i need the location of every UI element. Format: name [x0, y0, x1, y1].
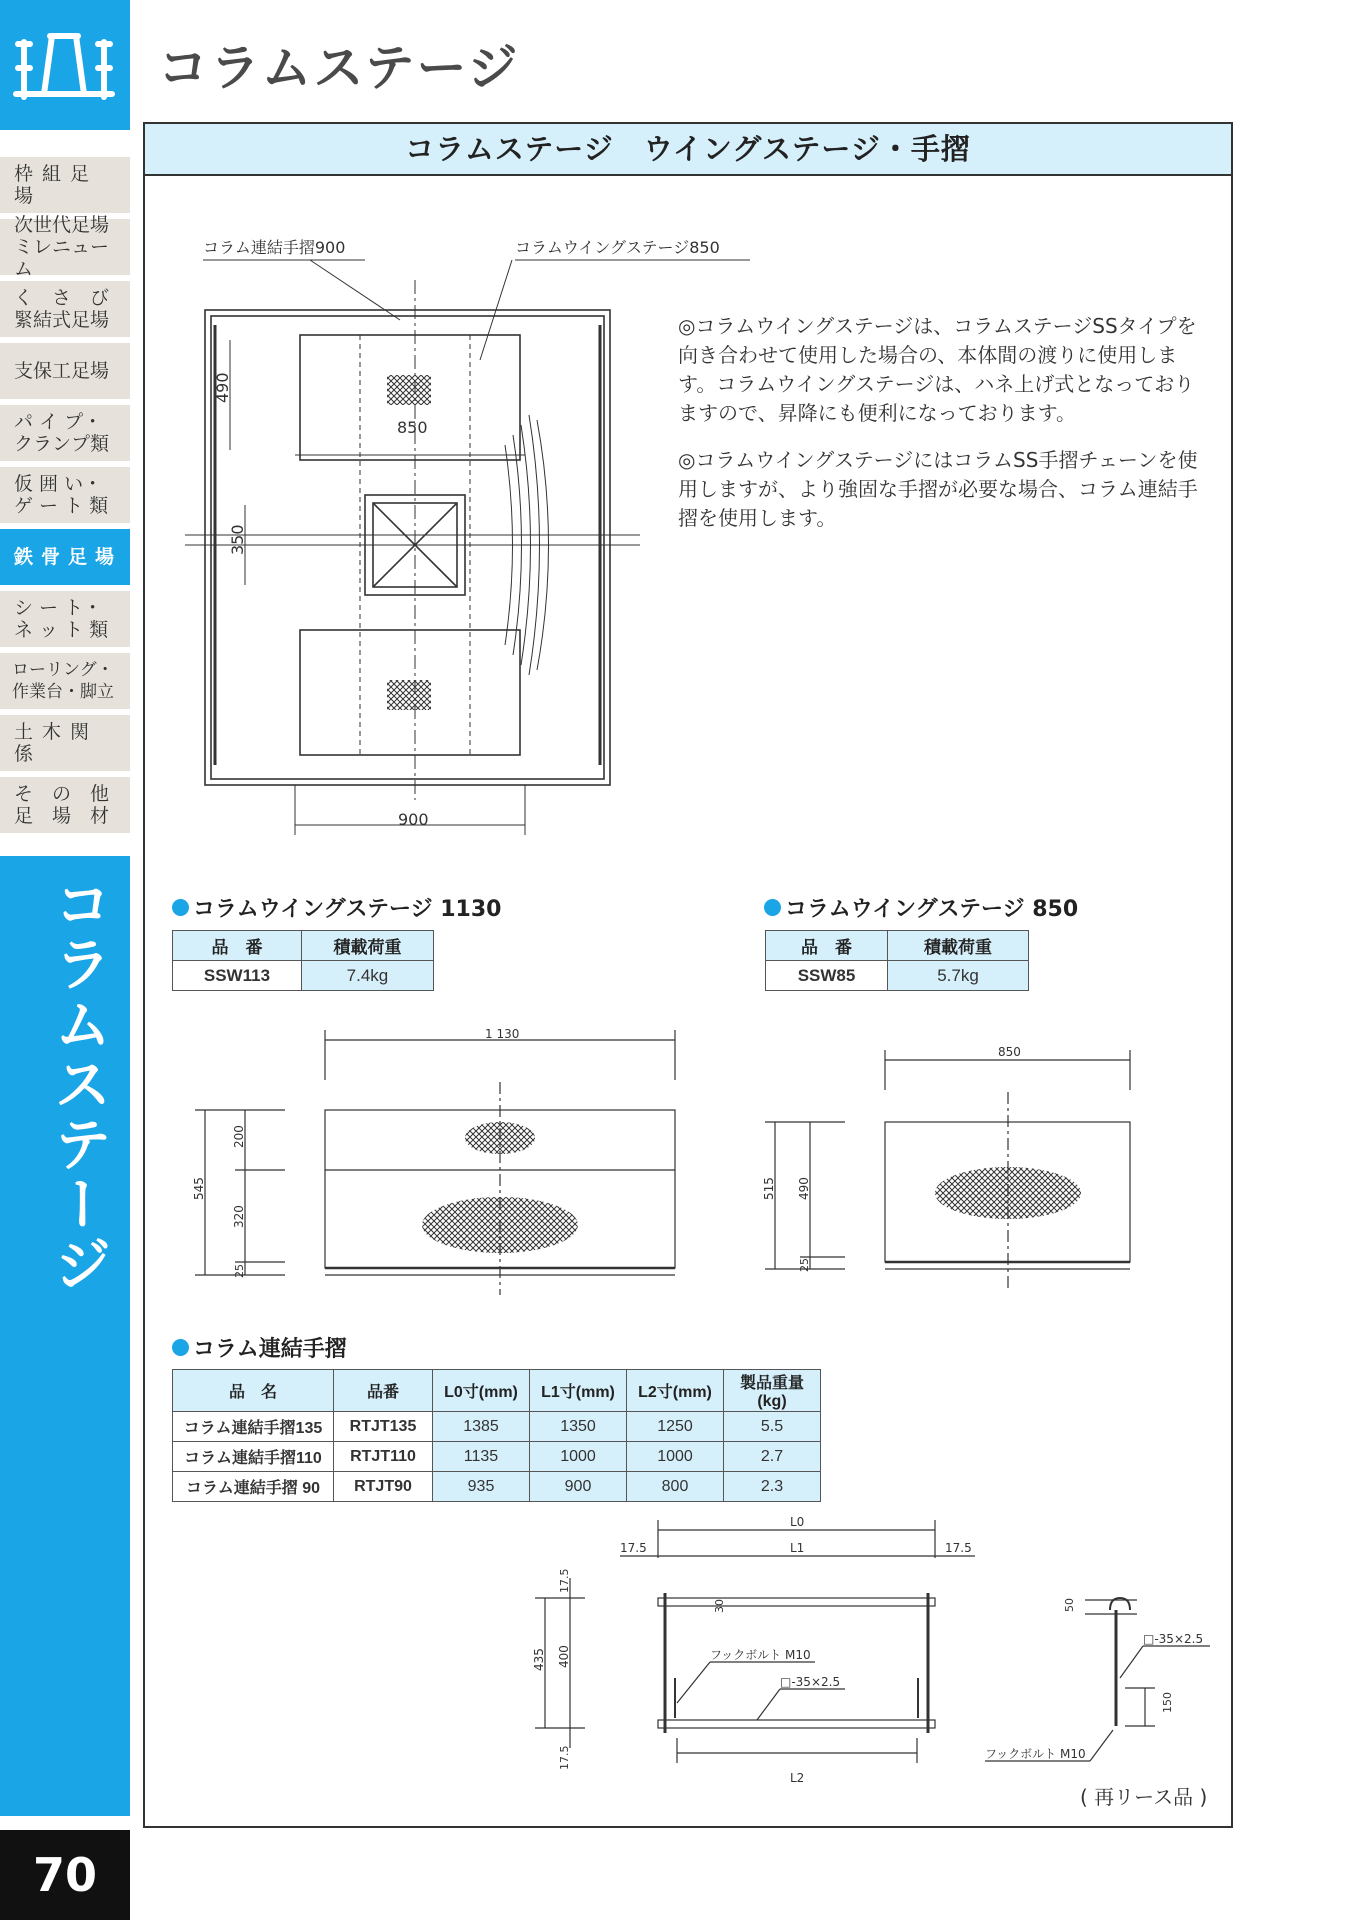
table-cell: SSW85: [766, 961, 888, 991]
sidebar-item-rolling-platform[interactable]: [0, 653, 130, 709]
table-cell: SSW113: [173, 961, 302, 991]
table-cell: 1135: [433, 1442, 530, 1472]
section-title-text: コラムウイングステージ 850: [785, 897, 1079, 922]
dim-175-right: 17.5: [945, 1541, 972, 1555]
label-hook-bolt-side: フックボルト M10: [985, 1747, 1086, 1761]
sidebar-item-steel-scaffold[interactable]: 鉄骨足場: [0, 529, 130, 585]
sidebar-item-millennium[interactable]: [0, 214, 130, 280]
table-cell: 7.4kg: [301, 961, 433, 991]
table-row: [173, 1412, 821, 1442]
sidebar-item-shoring[interactable]: 支保工足場: [0, 343, 130, 399]
dim-200: 200: [232, 1125, 246, 1148]
table-row: [173, 1472, 821, 1502]
section-title-handrail: [172, 1332, 347, 1363]
handrail-table: [172, 1369, 821, 1502]
table-header: 品 番: [766, 931, 888, 961]
wing1130-drawing: [185, 1020, 685, 1300]
table-cell: 1250: [627, 1412, 724, 1442]
sidebar-item-label: 次世代足場 ミレニューム: [14, 214, 110, 280]
dim-850: 850: [397, 418, 428, 437]
sidebar-item-label: パ イ プ・ クランプ類: [14, 411, 110, 455]
handrail-drawing: [525, 1508, 1225, 1798]
dim-900: 900: [398, 810, 429, 829]
dim-435: 435: [532, 1648, 546, 1671]
dim-25b: 25: [798, 1258, 811, 1272]
dim-490: 490: [213, 372, 232, 403]
table-cell: 5.7kg: [888, 961, 1029, 991]
dim-L1: L1: [790, 1541, 805, 1555]
sidebar-item-label: く さ び 緊結式足場: [14, 287, 110, 331]
table-header: 品 番: [173, 931, 302, 961]
table-header: 製品重量(kg): [724, 1370, 821, 1412]
label-handrail: コラム連結手摺900: [203, 238, 346, 257]
section-title-wing850: [764, 892, 1078, 923]
dim-50: 50: [1063, 1598, 1076, 1612]
logo-box: [0, 0, 130, 130]
page-title: コラムステージ: [158, 39, 520, 97]
frame-title: コラムステージ ウイングステージ・手摺: [145, 124, 1231, 176]
table-cell: RTJT90: [334, 1472, 433, 1502]
column-stage-logo-icon: [14, 22, 114, 102]
table-cell: コラム連結手摺135: [173, 1412, 334, 1442]
section-vertical-text: コラムステージ: [44, 874, 112, 1294]
table-header: 品 名: [173, 1370, 334, 1412]
table-cell: 800: [627, 1472, 724, 1502]
sidebar-item-other[interactable]: [0, 777, 130, 833]
dim-175-top: 17.5: [558, 1568, 571, 1593]
table-cell: 1000: [530, 1442, 627, 1472]
dim-350: 350: [228, 524, 247, 555]
sidebar-item-label: ローリング・ 作業台・脚立: [12, 660, 114, 702]
table-cell: 1000: [627, 1442, 724, 1472]
label-wing: コラムウイングステージ850: [515, 238, 720, 257]
label-pipe: □-35×2.5: [780, 1675, 841, 1689]
description-p1: ◎コラムウイングステージは、コラムステージSSタイプを向き合わせて使用した場合の、本体間の渡りに使用します。コラムウイングステージは、ハネ上げ式となっておりますので、昇降にも便利になっております。: [678, 314, 1197, 425]
sidebar-item-wedge-scaffold[interactable]: [0, 281, 130, 337]
dim-175-bottom: 17.5: [558, 1745, 571, 1770]
dim-25: 25: [233, 1264, 246, 1278]
sidebar-nav: [0, 157, 130, 839]
table-cell: コラム連結手摺110: [173, 1442, 334, 1472]
table-header: L1寸(mm): [530, 1370, 627, 1412]
table-header: L0寸(mm): [433, 1370, 530, 1412]
section-title-text: コラム連結手摺: [193, 1337, 347, 1362]
table-header: 積載荷重: [301, 931, 433, 961]
dim-width-850: 850: [998, 1045, 1021, 1059]
table-cell: RTJT110: [334, 1442, 433, 1472]
page-number-box: [0, 1830, 130, 1920]
section-vertical-label: [0, 856, 130, 1816]
dim-width-1130: 1 130: [485, 1027, 520, 1041]
dim-515: 515: [762, 1177, 776, 1200]
dim-150: 150: [1161, 1692, 1174, 1713]
table-cell: 2.3: [724, 1472, 821, 1502]
wing1130-table: [172, 930, 434, 991]
dim-30: 30: [713, 1599, 726, 1613]
table-cell: 2.7: [724, 1442, 821, 1472]
table-header: L2寸(mm): [627, 1370, 724, 1412]
re-lease-note: ( 再リース品 ): [1080, 1785, 1208, 1809]
wing850-table: [765, 930, 1029, 991]
description-p2: ◎コラムウイングステージにはコラムSS手摺チェーンを使用しますが、より強固な手摺が必要な場合、コラム連結手摺を使用します。: [678, 448, 1198, 530]
bullet-icon: [764, 899, 781, 916]
table-cell: 935: [433, 1472, 530, 1502]
table-cell: 1385: [433, 1412, 530, 1442]
dim-175-left: 17.5: [620, 1541, 647, 1555]
sidebar-item-sheet-net[interactable]: [0, 591, 130, 647]
section-title-text: コラムウイングステージ 1130: [193, 897, 502, 922]
sidebar-item-fence-gate[interactable]: [0, 467, 130, 523]
label-pipe-side: □-35×2.5: [1143, 1632, 1204, 1646]
sidebar-item-civil[interactable]: 土木関係: [0, 715, 130, 771]
bullet-icon: [172, 1339, 189, 1356]
dim-L2: L2: [790, 1771, 805, 1785]
table-header: 積載荷重: [888, 931, 1029, 961]
plan-drawing: [175, 225, 720, 845]
sidebar-item-label: 仮 囲 い・ ゲ ー ト 類: [14, 473, 109, 517]
bullet-icon: [172, 899, 189, 916]
table-cell: 5.5: [724, 1412, 821, 1442]
sidebar-item-label: そ の 他 足 場 材: [14, 783, 110, 827]
sidebar-item-pipe-clamp[interactable]: [0, 405, 130, 461]
dim-L0: L0: [790, 1515, 805, 1529]
label-hook-bolt: フックボルト M10: [710, 1648, 811, 1662]
table-row: [766, 961, 1029, 991]
table-cell: コラム連結手摺 90: [173, 1472, 334, 1502]
dim-490b: 490: [797, 1177, 811, 1200]
dim-320: 320: [232, 1205, 246, 1228]
wing850-drawing: [760, 1040, 1160, 1300]
description: [678, 312, 1208, 551]
sidebar-item-frame-scaffold[interactable]: 枠組足場: [0, 157, 130, 213]
dim-400: 400: [557, 1645, 571, 1668]
dim-545: 545: [192, 1177, 206, 1200]
table-header: 品番: [334, 1370, 433, 1412]
section-title-wing1130: [172, 892, 501, 923]
table-row: [173, 1442, 821, 1472]
table-cell: 1350: [530, 1412, 627, 1442]
table-cell: RTJT135: [334, 1412, 433, 1442]
page-number: 70: [32, 1848, 97, 1902]
table-row: [173, 961, 434, 991]
table-cell: 900: [530, 1472, 627, 1502]
sidebar-item-label: シ ー ト・ ネ ッ ト 類: [14, 597, 109, 641]
